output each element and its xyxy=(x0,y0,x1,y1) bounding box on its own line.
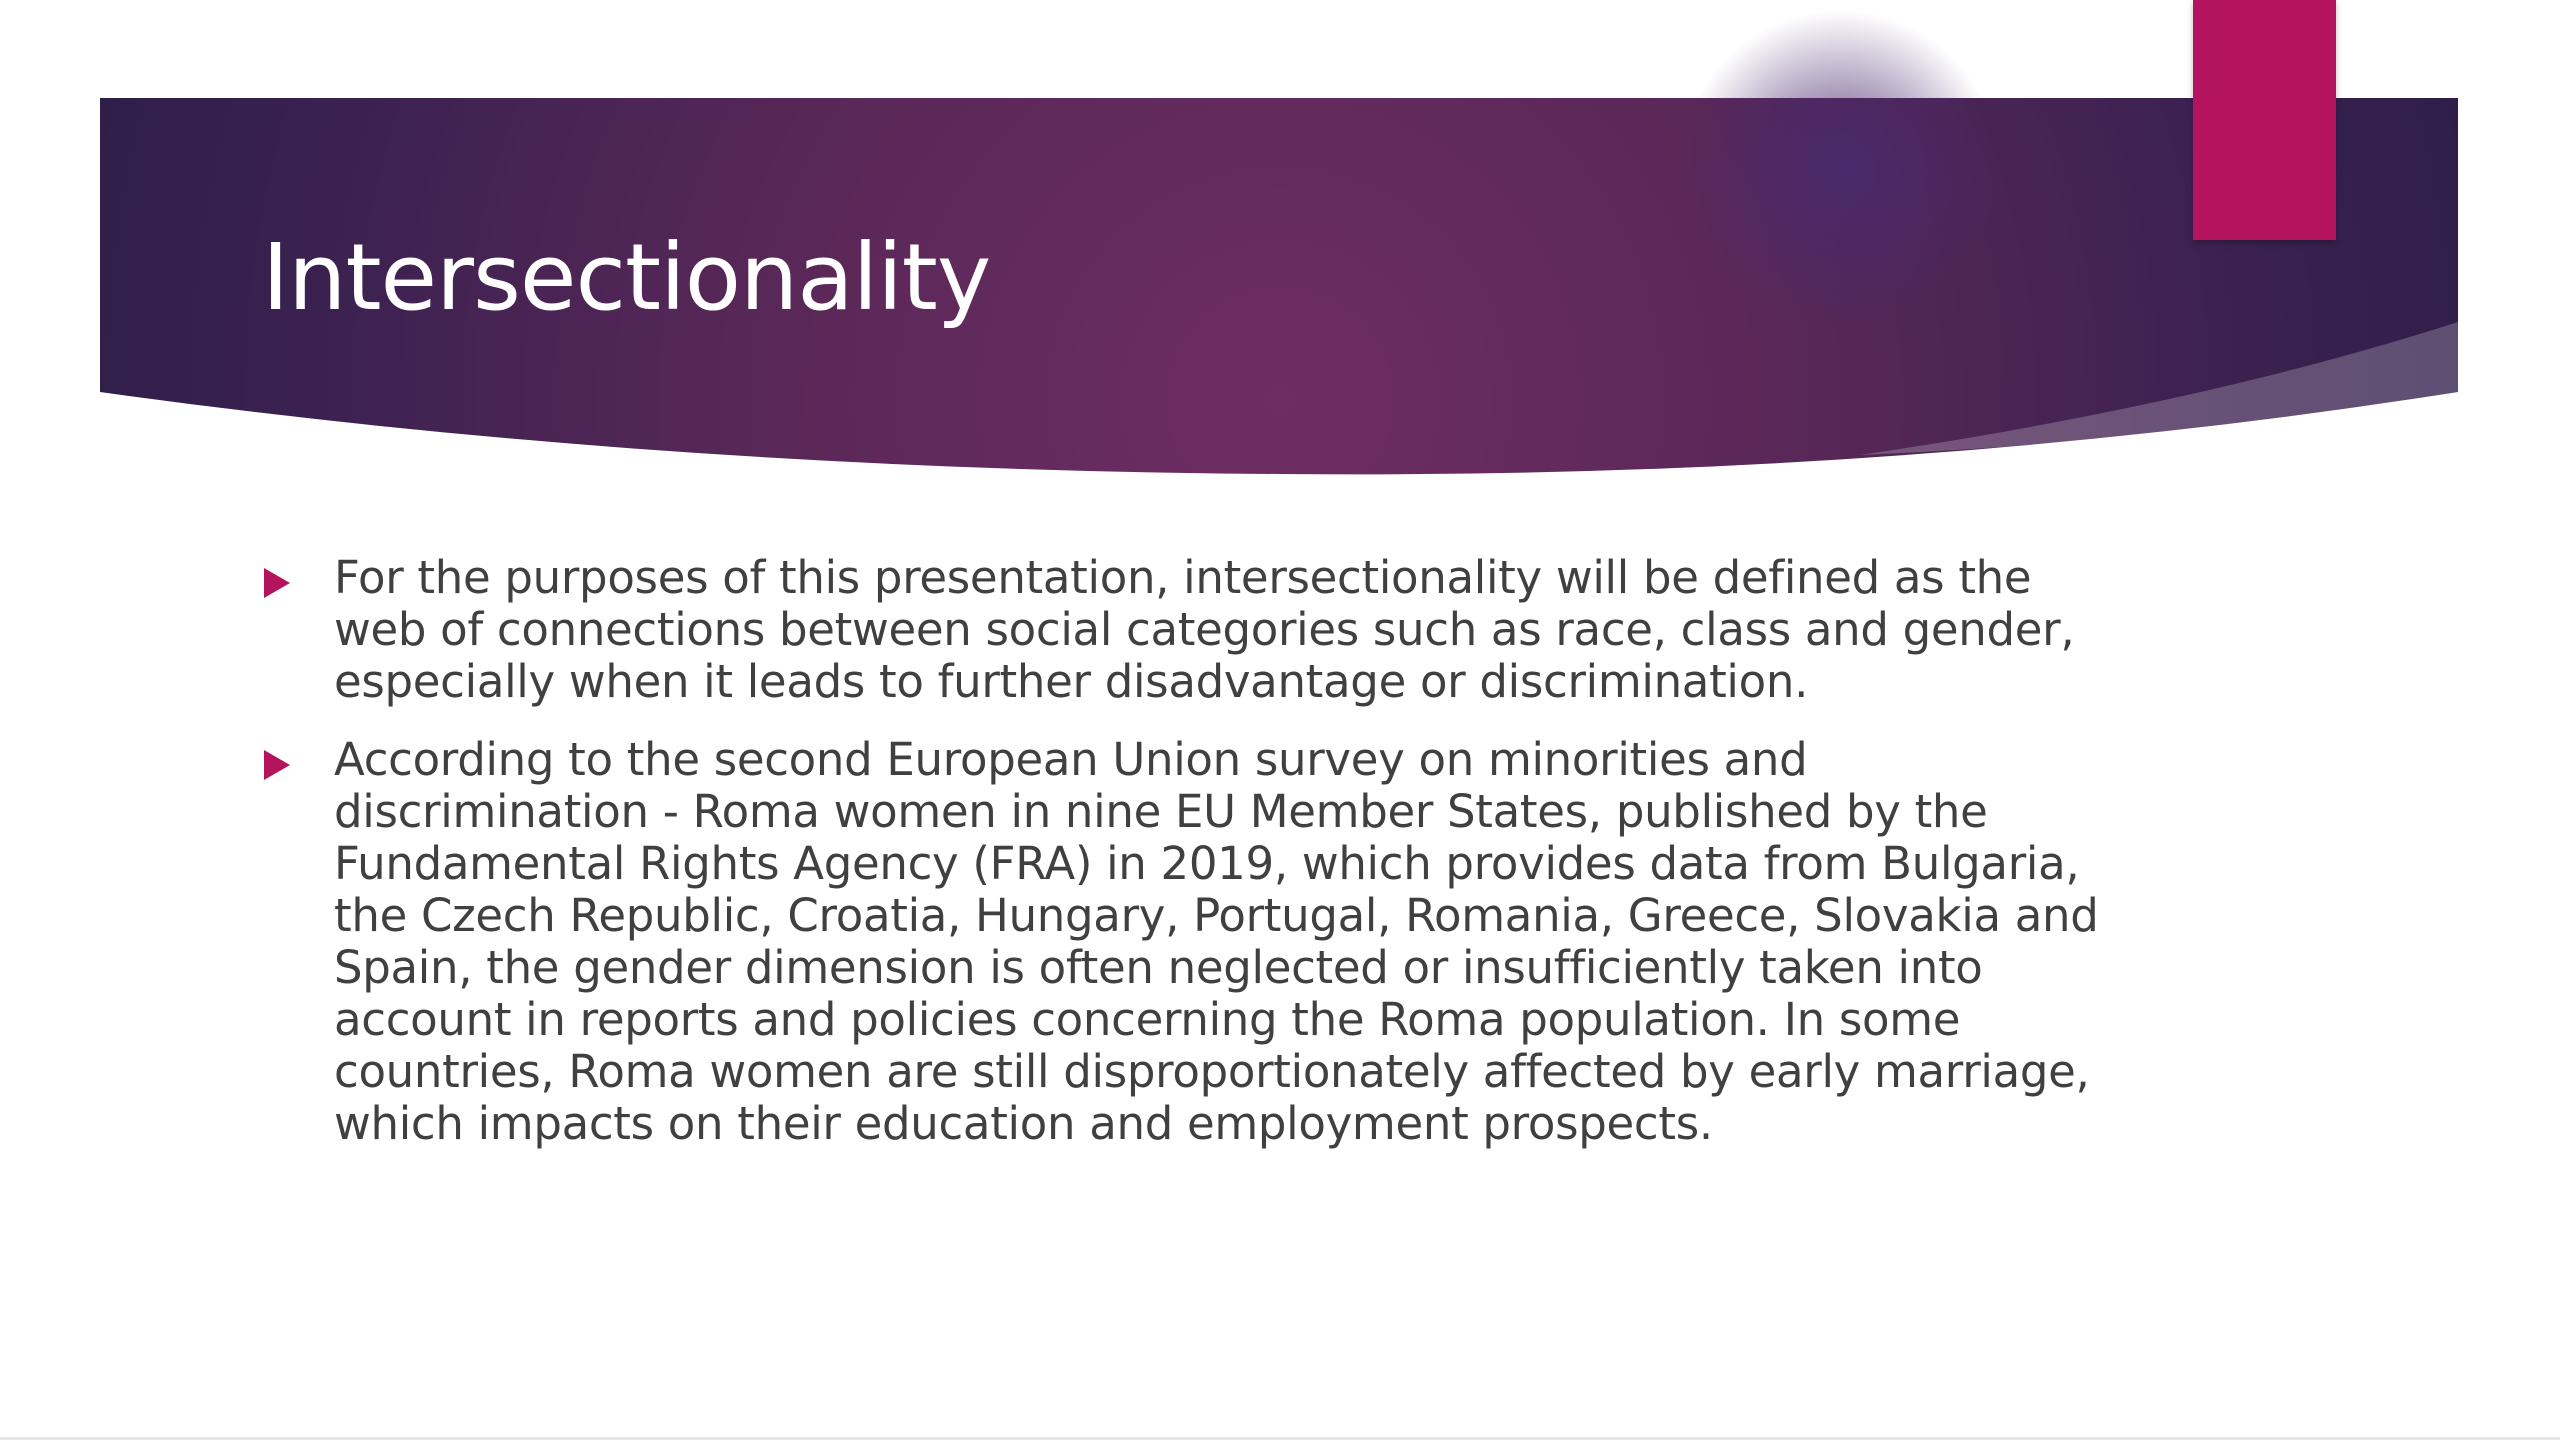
triangle-right-icon xyxy=(264,568,290,598)
triangle-right-icon xyxy=(264,750,290,780)
bullet-list xyxy=(262,552,2122,1176)
slide-title: Intersectionality xyxy=(262,224,991,331)
bullet-item xyxy=(262,734,2122,1150)
bullet-item xyxy=(262,552,2122,708)
bullet-text: For the purposes of this presentation, intersectionality will be defined as the web of connections between social categories such as race, class and gender, especially when it leads to further disadvantage or discrimination. xyxy=(334,551,2075,708)
bullet-text: According to the second European Union survey on minorities and discrimination - Roma women in nine EU Member States, published by the Fundamental Rights Agency (FRA) in 2019, which provides data from Bulgaria, the Czech Republic, Croatia, Hungary, Portugal, Romania, Greece, Slovakia and Spain, the gender dimension is often neglected or insufficiently taken into account in reports and policies concerning the Roma population. In some countries, Roma women are still disproportionately affected by early marriage, which impacts on their education and employment prospects. xyxy=(334,733,2099,1150)
accent-tab xyxy=(2193,0,2336,240)
